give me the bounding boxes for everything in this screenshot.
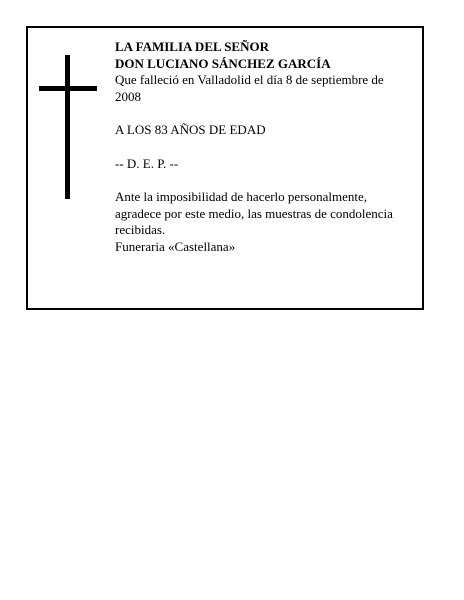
cross-horizontal-bar: [39, 86, 97, 91]
notice-text: [115, 39, 410, 255]
notice-heading-line2: DON LUCIANO SÁNCHEZ GARCÍA: [115, 55, 331, 71]
notice-heading-line1: LA FAMILIA DEL SEÑOR: [115, 39, 269, 54]
thanks-text: Ante la imposibilidad de hacerlo personalmente, agradece por este medio, las muestras de condolencia recibidas.: [115, 189, 393, 237]
obituary-notice: [26, 26, 424, 310]
cross-vertical-bar: [65, 55, 70, 199]
funeral-home: Funeraria «Castellana»: [115, 238, 236, 254]
age-line: A LOS 83 AÑOS DE EDAD: [115, 122, 266, 137]
rip-line: -- D. E. P. --: [115, 155, 179, 171]
death-info: Que falleció en Valladolid el día 8 de septiembre de 2008: [115, 72, 384, 104]
cross-icon: [39, 55, 97, 199]
